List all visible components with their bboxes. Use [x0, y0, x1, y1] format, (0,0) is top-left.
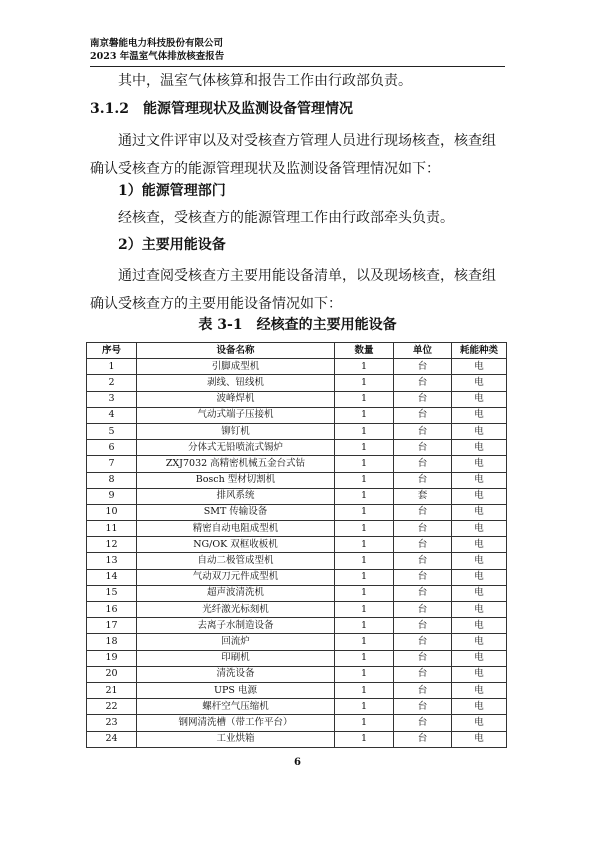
cell-equipment-name: 铆钉机 [137, 423, 335, 439]
paragraph-ghg-responsibility: 其中，温室气体核算和报告工作由行政部负责。 [118, 73, 412, 89]
cell-equipment-name: 排风系统 [137, 488, 335, 504]
table-row [87, 715, 507, 731]
header-report-title: 2023 年温室气体排放核查报告 [90, 50, 225, 62]
cell-quantity: 1 [335, 585, 394, 601]
cell-quantity: 1 [335, 553, 394, 569]
table-row [87, 666, 507, 682]
section-heading [90, 100, 353, 118]
table-header-row [87, 343, 507, 359]
cell-serial-number: 21 [87, 682, 137, 698]
header-unit: 单位 [394, 343, 452, 359]
cell-unit: 台 [394, 699, 452, 715]
cell-quantity: 1 [335, 359, 394, 375]
cell-quantity: 1 [335, 650, 394, 666]
cell-energy-type: 电 [452, 375, 507, 391]
header-company: 南京磐能电力科技股份有限公司 [90, 38, 224, 49]
cell-serial-number: 6 [87, 440, 137, 456]
cell-serial-number: 18 [87, 634, 137, 650]
cell-unit: 台 [394, 423, 452, 439]
cell-quantity: 1 [335, 375, 394, 391]
paragraph-main-equipment-intro: 通过查阅受核查方主要用能设备清单，以及现场核查，核查组确认受核查方的主要用能设备情况如下： [90, 268, 496, 312]
cell-unit: 台 [394, 650, 452, 666]
table-row [87, 602, 507, 618]
table-caption-title: 经核查的主要用能设备 [256, 317, 397, 333]
cell-energy-type: 电 [452, 699, 507, 715]
table-row [87, 391, 507, 407]
table-row [87, 634, 507, 650]
cell-equipment-name: Bosch 型材切割机 [137, 472, 335, 488]
cell-energy-type: 电 [452, 553, 507, 569]
cell-unit: 台 [394, 359, 452, 375]
cell-quantity: 1 [335, 472, 394, 488]
cell-equipment-name: 光纤激光标刻机 [137, 602, 335, 618]
cell-equipment-name: 超声波清洗机 [137, 585, 335, 601]
cell-equipment-name: 自动二极管成型机 [137, 553, 335, 569]
table-row [87, 407, 507, 423]
cell-serial-number: 12 [87, 537, 137, 553]
table-row [87, 504, 507, 520]
cell-quantity: 1 [335, 391, 394, 407]
table-row [87, 553, 507, 569]
header-serial-number: 序号 [87, 343, 137, 359]
cell-energy-type: 电 [452, 634, 507, 650]
cell-quantity: 1 [335, 731, 394, 747]
table-row [87, 423, 507, 439]
cell-unit: 台 [394, 602, 452, 618]
table-caption [90, 316, 505, 334]
cell-equipment-name: 波峰焊机 [137, 391, 335, 407]
subheading-main-equipment: 2）主要用能设备 [118, 237, 226, 253]
cell-equipment-name: UPS 电源 [137, 682, 335, 698]
cell-serial-number: 19 [87, 650, 137, 666]
cell-energy-type: 电 [452, 585, 507, 601]
cell-equipment-name: 引脚成型机 [137, 359, 335, 375]
cell-serial-number: 4 [87, 407, 137, 423]
table-row [87, 699, 507, 715]
cell-serial-number: 17 [87, 618, 137, 634]
cell-quantity: 1 [335, 715, 394, 731]
cell-unit: 台 [394, 682, 452, 698]
cell-energy-type: 电 [452, 537, 507, 553]
cell-quantity: 1 [335, 440, 394, 456]
cell-energy-type: 电 [452, 359, 507, 375]
cell-equipment-name: 钢网清洗槽（带工作平台） [137, 715, 335, 731]
table-row [87, 569, 507, 585]
cell-equipment-name: 印刷机 [137, 650, 335, 666]
section-number: 3.1.2 [90, 101, 129, 117]
cell-serial-number: 7 [87, 456, 137, 472]
cell-quantity: 1 [335, 423, 394, 439]
cell-serial-number: 23 [87, 715, 137, 731]
header-divider [90, 66, 505, 67]
cell-energy-type: 电 [452, 391, 507, 407]
paragraph-energy-department: 经核查，受核查方的能源管理工作由行政部牵头负责。 [118, 210, 454, 226]
cell-serial-number: 10 [87, 504, 137, 520]
cell-serial-number: 1 [87, 359, 137, 375]
cell-equipment-name: NG/OK 双框收板机 [137, 537, 335, 553]
cell-unit: 台 [394, 731, 452, 747]
cell-serial-number: 16 [87, 602, 137, 618]
cell-quantity: 1 [335, 456, 394, 472]
table-row [87, 359, 507, 375]
cell-quantity: 1 [335, 521, 394, 537]
header-energy-type: 耗能种类 [452, 343, 507, 359]
cell-equipment-name: 清洗设备 [137, 666, 335, 682]
table-caption-number: 表 3-1 [198, 317, 243, 333]
cell-energy-type: 电 [452, 569, 507, 585]
cell-unit: 套 [394, 488, 452, 504]
cell-equipment-name: 去离子水制造设备 [137, 618, 335, 634]
cell-energy-type: 电 [452, 666, 507, 682]
cell-energy-type: 电 [452, 521, 507, 537]
page-header [90, 38, 505, 63]
cell-serial-number: 8 [87, 472, 137, 488]
cell-equipment-name: 回流炉 [137, 634, 335, 650]
header-equipment-name: 设备名称 [137, 343, 335, 359]
cell-energy-type: 电 [452, 504, 507, 520]
cell-serial-number: 24 [87, 731, 137, 747]
table-row [87, 650, 507, 666]
cell-serial-number: 3 [87, 391, 137, 407]
cell-quantity: 1 [335, 488, 394, 504]
cell-energy-type: 电 [452, 715, 507, 731]
cell-unit: 台 [394, 521, 452, 537]
cell-quantity: 1 [335, 569, 394, 585]
cell-equipment-name: 气动式端子压接机 [137, 407, 335, 423]
cell-equipment-name: 螺杆空气压缩机 [137, 699, 335, 715]
cell-quantity: 1 [335, 682, 394, 698]
cell-equipment-name: SMT 传输设备 [137, 504, 335, 520]
cell-quantity: 1 [335, 602, 394, 618]
cell-quantity: 1 [335, 618, 394, 634]
cell-energy-type: 电 [452, 407, 507, 423]
cell-unit: 台 [394, 553, 452, 569]
cell-equipment-name: 剥线、钮线机 [137, 375, 335, 391]
cell-unit: 台 [394, 456, 452, 472]
cell-energy-type: 电 [452, 440, 507, 456]
equipment-table [86, 342, 507, 748]
paragraph-energy-management-intro: 通过文件评审以及对受核查方管理人员进行现场核查，核查组确认受核查方的能源管理现状及监测设备管理情况如下： [90, 133, 496, 177]
cell-unit: 台 [394, 407, 452, 423]
cell-unit: 台 [394, 537, 452, 553]
cell-energy-type: 电 [452, 423, 507, 439]
cell-quantity: 1 [335, 504, 394, 520]
cell-unit: 台 [394, 391, 452, 407]
cell-quantity: 1 [335, 699, 394, 715]
cell-equipment-name: 精密自动电阻成型机 [137, 521, 335, 537]
cell-unit: 台 [394, 569, 452, 585]
cell-energy-type: 电 [452, 682, 507, 698]
cell-unit: 台 [394, 715, 452, 731]
cell-energy-type: 电 [452, 456, 507, 472]
cell-equipment-name: ZXJ7032 高精密机械五金台式钻 [137, 456, 335, 472]
cell-serial-number: 11 [87, 521, 137, 537]
cell-quantity: 1 [335, 537, 394, 553]
cell-unit: 台 [394, 440, 452, 456]
table-row [87, 456, 507, 472]
cell-unit: 台 [394, 504, 452, 520]
cell-equipment-name: 工业烘箱 [137, 731, 335, 747]
cell-energy-type: 电 [452, 488, 507, 504]
table-row [87, 618, 507, 634]
cell-quantity: 1 [335, 407, 394, 423]
cell-serial-number: 13 [87, 553, 137, 569]
cell-energy-type: 电 [452, 472, 507, 488]
page-number: 6 [294, 757, 301, 768]
cell-serial-number: 20 [87, 666, 137, 682]
cell-energy-type: 电 [452, 602, 507, 618]
table-row [87, 472, 507, 488]
cell-unit: 台 [394, 472, 452, 488]
table-row [87, 521, 507, 537]
table-row [87, 440, 507, 456]
cell-equipment-name: 分体式无铅喷流式锡炉 [137, 440, 335, 456]
table-row [87, 488, 507, 504]
cell-unit: 台 [394, 618, 452, 634]
cell-unit: 台 [394, 634, 452, 650]
subheading-energy-department: 1）能源管理部门 [118, 183, 226, 199]
cell-energy-type: 电 [452, 731, 507, 747]
cell-unit: 台 [394, 666, 452, 682]
table-row [87, 585, 507, 601]
cell-serial-number: 22 [87, 699, 137, 715]
table-row [87, 537, 507, 553]
cell-equipment-name: 气动双刀元件成型机 [137, 569, 335, 585]
cell-quantity: 1 [335, 666, 394, 682]
cell-quantity: 1 [335, 634, 394, 650]
section-title: 能源管理现状及监测设备管理情况 [142, 101, 353, 117]
cell-energy-type: 电 [452, 650, 507, 666]
cell-unit: 台 [394, 585, 452, 601]
table-row [87, 682, 507, 698]
cell-serial-number: 2 [87, 375, 137, 391]
header-quantity: 数量 [335, 343, 394, 359]
cell-serial-number: 9 [87, 488, 137, 504]
cell-serial-number: 5 [87, 423, 137, 439]
cell-unit: 台 [394, 375, 452, 391]
cell-energy-type: 电 [452, 618, 507, 634]
table-row [87, 731, 507, 747]
table-row [87, 375, 507, 391]
cell-serial-number: 15 [87, 585, 137, 601]
cell-serial-number: 14 [87, 569, 137, 585]
